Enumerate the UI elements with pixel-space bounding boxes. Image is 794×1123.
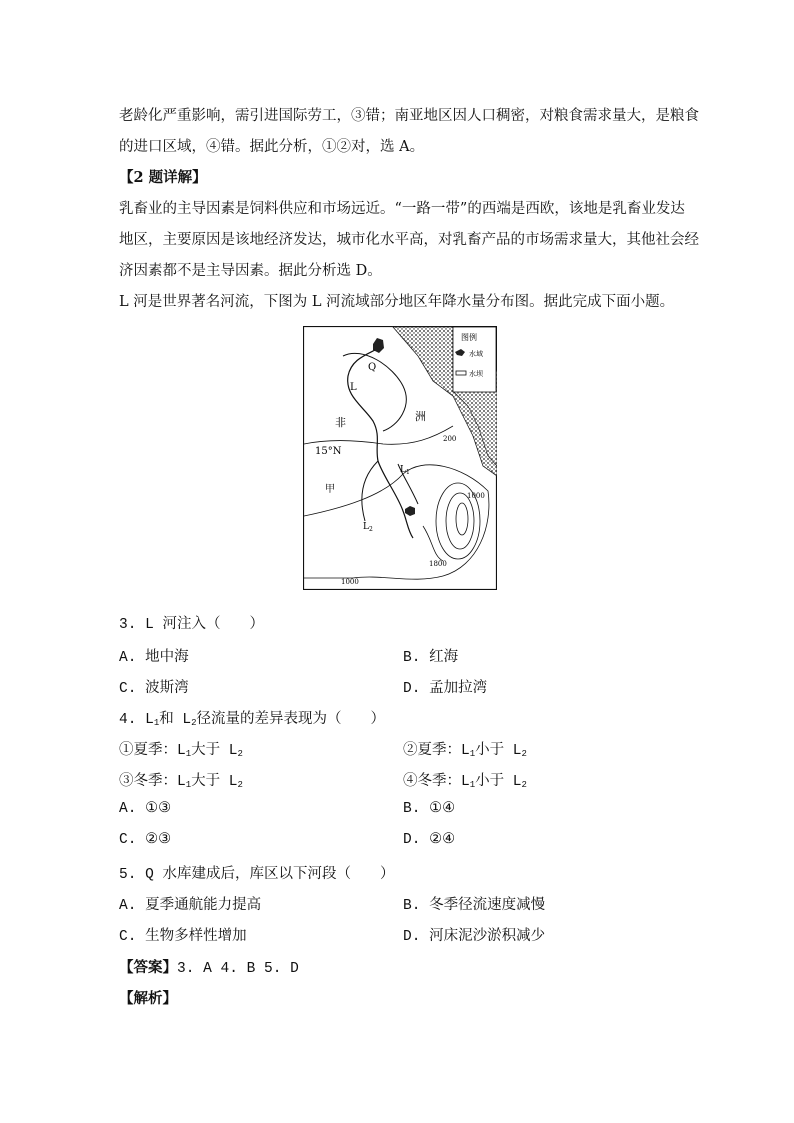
legend-dam-label: 水坝 bbox=[469, 370, 483, 378]
question-4-option-a[interactable]: A. ①③ bbox=[119, 801, 172, 817]
section-heading-q2: 【2 题详解】 bbox=[119, 169, 207, 186]
isohyet-label-1800: 1800 bbox=[429, 560, 447, 568]
paragraph-6: L 河是世界著名河流，下图为 L 河流域部分地区年降水量分布图。据此完成下面小题。 bbox=[119, 294, 675, 310]
paragraph-3: 乳畜业的主导因素是饲料供应和市场远近。“一路一带”的西端是西欧，该地是乳畜业发达 bbox=[119, 201, 685, 217]
paragraph-2: 的进口区域，④错。据此分析，①②对，选 A。 bbox=[119, 139, 425, 155]
question-4-statement-4: ④冬季：$L_1$小于 $L_2$ bbox=[403, 774, 527, 790]
question-3-option-d[interactable]: D. 孟加拉湾 bbox=[403, 681, 488, 697]
map-label-q: Q bbox=[368, 362, 377, 373]
isohyet-label-1000-right: 1000 bbox=[467, 492, 485, 500]
question-5-stem: 5. Q 水库建成后，库区以下河段（ ） bbox=[119, 867, 395, 883]
analysis-heading: 【解析】 bbox=[119, 990, 177, 1007]
map-label-africa-1: 非 bbox=[335, 416, 346, 429]
question-4-statement-2: ②夏季：$L_1$小于 $L_2$ bbox=[403, 743, 527, 759]
question-5-option-c[interactable]: C. 生物多样性增加 bbox=[119, 929, 247, 945]
question-4-stem: 4. $L_1$和 $L_2$径流量的差异表现为（ ） bbox=[119, 712, 386, 728]
dam-icon bbox=[456, 371, 466, 375]
legend-reservoir-label: 水域 bbox=[469, 350, 483, 358]
question-4-option-b[interactable]: B. ①④ bbox=[403, 801, 456, 817]
question-4-statement-3: ③冬季：$L_1$大于 $L_2$ bbox=[119, 774, 243, 790]
question-5-option-d[interactable]: D. 河床泥沙淤积减少 bbox=[403, 929, 546, 945]
question-3-option-c[interactable]: C. 波斯湾 bbox=[119, 681, 189, 697]
question-4-statement-1: ①夏季：$L_1$大于 $L_2$ bbox=[119, 743, 243, 759]
map-label-jia: 甲 bbox=[325, 484, 335, 495]
paragraph-4: 地区，主要原因是该地经济发达，城市化水平高，对乳畜产品的市场需求量大，其他社会经 bbox=[119, 232, 699, 248]
question-5-option-b[interactable]: B. 冬季径流速度减慢 bbox=[403, 898, 546, 914]
question-3-option-a[interactable]: A. 地中海 bbox=[119, 650, 189, 666]
paragraph-5: 济因素都不是主导因素。据此分析选 D。 bbox=[119, 263, 382, 279]
map-label-l: L bbox=[350, 382, 357, 393]
question-4-option-d[interactable]: D. ②④ bbox=[403, 832, 456, 848]
question-5-option-a[interactable]: A. 夏季通航能力提高 bbox=[119, 898, 262, 914]
map-label-l2: $L_2$ bbox=[363, 522, 373, 533]
isohyet-label-1000-bottom: 1000 bbox=[341, 578, 359, 586]
map-label-africa-2: 洲 bbox=[415, 410, 426, 423]
map-label-latitude: 15°N bbox=[315, 446, 342, 457]
question-3-stem: 3. L 河注入（ ） bbox=[119, 617, 265, 633]
legend-title: 图例 bbox=[461, 333, 477, 342]
question-4-option-c[interactable]: C. ②③ bbox=[119, 832, 172, 848]
question-3-option-b[interactable]: B. 红海 bbox=[403, 650, 459, 666]
paragraph-1: 老龄化严重影响，需引进国际劳工，③错；南亚地区因人口稠密，对粮食需求量大，是粮食 bbox=[119, 108, 699, 124]
answer-line: 【答案】3. A 4. B 5. D bbox=[119, 961, 299, 977]
isohyet-label-200: 200 bbox=[443, 435, 457, 443]
map-label-l1: $L_1$ bbox=[400, 465, 410, 476]
precipitation-map bbox=[303, 326, 497, 590]
